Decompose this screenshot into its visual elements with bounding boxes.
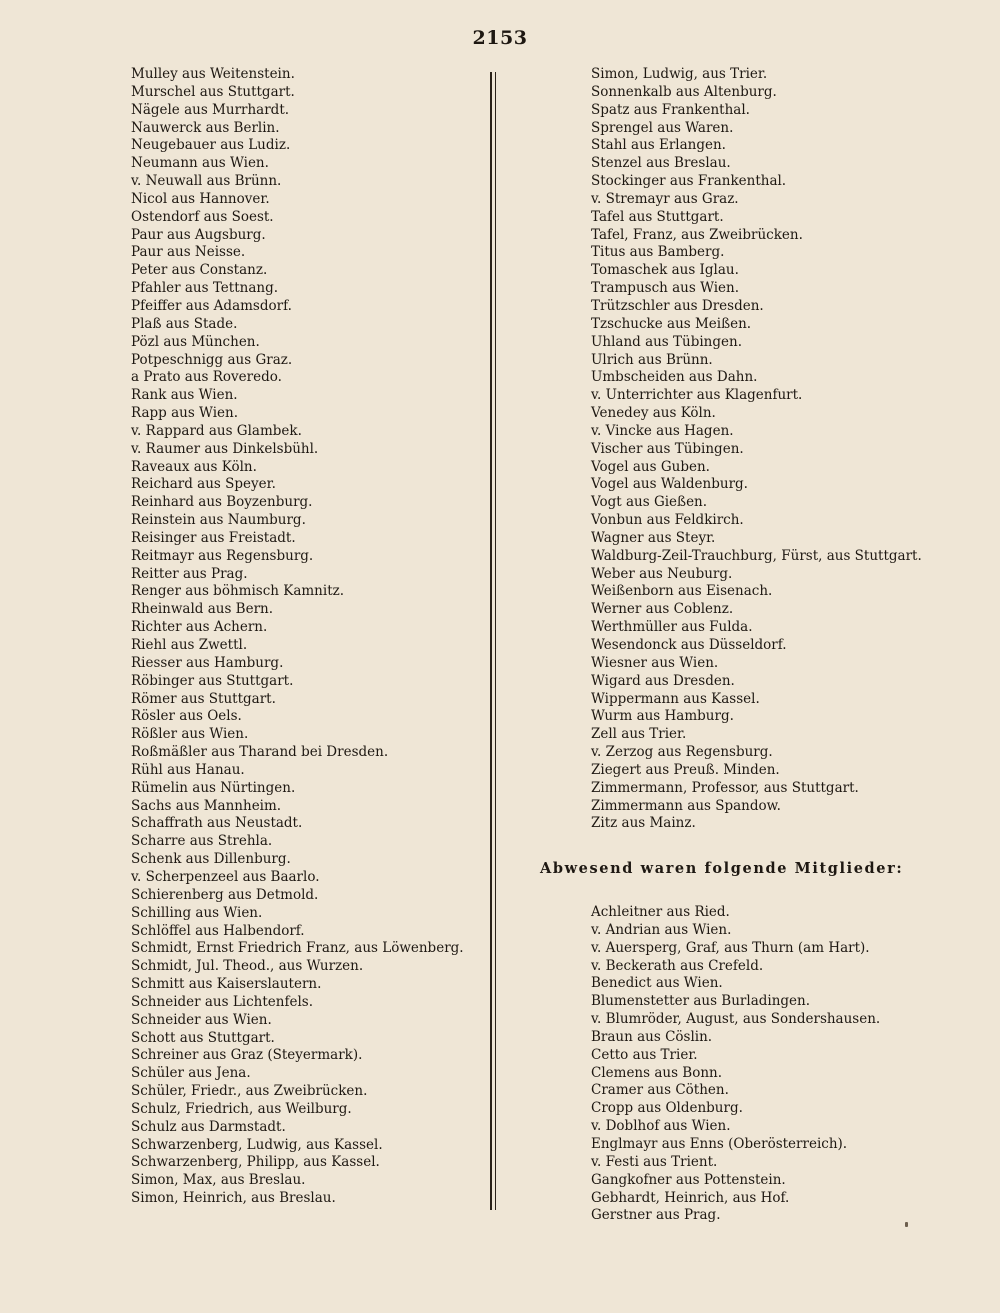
left-list-entry: Ostendorf aus Soest. <box>131 208 274 225</box>
left-list-entry: a Prato aus Roveredo. <box>131 369 282 386</box>
left-list-entry: Schwarzenberg, Ludwig, aus Kassel. <box>131 1136 383 1153</box>
left-list-entry: Neumann aus Wien. <box>131 155 269 172</box>
absent-list-entry: v. Andrian aus Wien. <box>591 921 732 938</box>
left-list-entry: Schüler, Friedr., aus Zweibrücken. <box>131 1083 368 1100</box>
left-list-entry: Pözl aus München. <box>131 333 260 350</box>
right-list-entry: v. Vincke aus Hagen. <box>591 422 734 439</box>
absent-list-entry: Gangkofner aus Pottenstein. <box>591 1171 786 1188</box>
right-list-entry: Waldburg-Zeil-Trauchburg, Fürst, aus Stuttgart. <box>591 547 922 564</box>
left-list-entry: v. Raumer aus Dinkelsbühl. <box>131 440 319 457</box>
left-list-entry: Rösler aus Oels. <box>131 708 242 725</box>
right-list-entry: Stenzel aus Breslau. <box>591 155 731 172</box>
left-list-entry: Sachs aus Mannheim. <box>131 797 282 814</box>
absent-members-heading: Abwesend waren folgende Mitglieder: <box>540 860 904 877</box>
column-divider <box>490 72 496 1210</box>
right-list-entry: Trampusch aus Wien. <box>591 280 740 297</box>
right-list-entry: Uhland aus Tübingen. <box>591 333 742 350</box>
absent-list-entry: Cetto aus Trier. <box>591 1046 698 1063</box>
left-list-entry: Peter aus Constanz. <box>131 262 268 279</box>
right-list-entry: v. Unterrichter aus Klagenfurt. <box>591 387 803 404</box>
right-list-entry: Stahl aus Erlangen. <box>591 137 726 154</box>
absent-list-entry: Clemens aus Bonn. <box>591 1064 723 1081</box>
right-list-entry: Zell aus Trier. <box>591 726 687 743</box>
right-list-entry: Wiesner aus Wien. <box>591 654 719 671</box>
left-list-entry: Reichard aus Speyer. <box>131 476 276 493</box>
right-list-entry: Stockinger aus Frankenthal. <box>591 173 787 190</box>
left-list-entry: v. Neuwall aus Brünn. <box>131 173 282 190</box>
left-list-entry: Schulz, Friedrich, aus Weilburg. <box>131 1100 352 1117</box>
left-list-entry: Reitmayr aus Regensburg. <box>131 547 314 564</box>
right-list-entry: Wesendonck aus Düsseldorf. <box>591 637 787 653</box>
right-list-entry: Tomaschek aus Iglau. <box>591 262 739 279</box>
right-list-entry: Tafel, Franz, aus Zweibrücken. <box>591 226 803 243</box>
left-list-entry: Schreiner aus Graz (Steyermark). <box>131 1047 363 1064</box>
right-list-entry: Tzschucke aus Meißen. <box>591 315 752 332</box>
left-list-entry: Schmitt aus Kaiserslautern. <box>131 976 322 993</box>
absent-list-entry: Benedict aus Wien. <box>591 975 723 992</box>
absent-list-entry: Achleitner aus Ried. <box>591 904 730 920</box>
right-list-entry: Wigard aus Dresden. <box>591 672 735 689</box>
left-list-entry: Schilling aus Wien. <box>131 904 263 921</box>
absent-list-entry: v. Auersperg, Graf, aus Thurn (am Hart). <box>591 939 870 956</box>
left-list-entry: Rühl aus Hanau. <box>131 761 245 778</box>
right-list-entry: Wurm aus Hamburg. <box>591 708 734 725</box>
left-list-entry: Paur aus Augsburg. <box>131 226 266 243</box>
left-list-entry: Schulz aus Darmstadt. <box>131 1118 286 1135</box>
left-list-entry: Schneider aus Wien. <box>131 1011 272 1028</box>
right-name-list <box>591 66 961 833</box>
right-list-entry: Wippermann aus Kassel. <box>591 690 760 707</box>
left-list-entry: Reinstein aus Naumburg. <box>131 512 306 529</box>
right-list-entry: Ziegert aus Preuß. Minden. <box>591 761 780 778</box>
left-list-entry: Schlöffel aus Halbendorf. <box>131 922 305 939</box>
absent-list-entry: v. Festi aus Trient. <box>591 1153 718 1170</box>
right-list-entry: Simon, Ludwig, aus Trier. <box>591 66 768 82</box>
right-list-entry: Tafel aus Stuttgart. <box>591 208 724 225</box>
left-list-entry: Nicol aus Hannover. <box>131 190 270 207</box>
page-number: 2153 <box>472 27 528 49</box>
left-list-entry: Rheinwald aus Bern. <box>131 601 274 618</box>
left-list-entry: Scharre aus Strehla. <box>131 833 273 850</box>
left-list-entry: Schüler aus Jena. <box>131 1065 251 1082</box>
right-list-entry: Titus aus Bamberg. <box>591 244 725 261</box>
right-list-entry: Sonnenkalb aus Altenburg. <box>591 83 777 100</box>
right-list-entry: Zimmermann aus Spandow. <box>591 797 781 814</box>
left-list-entry: Mulley aus Weitenstein. <box>131 66 295 82</box>
left-list-entry: Reitter aus Prag. <box>131 565 248 582</box>
left-list-entry: Rank aus Wien. <box>131 387 238 404</box>
left-list-entry: Simon, Max, aus Breslau. <box>131 1172 306 1189</box>
right-list-entry: Umbscheiden aus Dahn. <box>591 369 758 386</box>
right-list-entry: Weber aus Neuburg. <box>591 565 733 582</box>
right-list-entry: Sprengel aus Waren. <box>591 119 734 136</box>
left-list-entry: Renger aus böhmisch Kamnitz. <box>131 583 345 600</box>
right-list-entry: Wagner aus Steyr. <box>591 529 716 546</box>
right-list-entry: Ulrich aus Brünn. <box>591 351 713 368</box>
absent-list-entry: v. Beckerath aus Crefeld. <box>591 957 764 974</box>
left-list-entry: Schierenberg aus Detmold. <box>131 886 319 903</box>
left-list-entry: Pfeiffer aus Adamsdorf. <box>131 297 292 314</box>
left-list-entry: Reisinger aus Freistadt. <box>131 529 296 546</box>
right-list-entry: Vogel aus Waldenburg. <box>591 476 748 493</box>
left-list-entry: Potpeschnigg aus Graz. <box>131 351 293 368</box>
left-list-entry: Pfahler aus Tettnang. <box>131 280 279 297</box>
right-list-entry: Werthmüller aus Fulda. <box>591 619 753 636</box>
right-list-entry: v. Stremayr aus Graz. <box>591 190 739 207</box>
right-list-entry: Trützschler aus Dresden. <box>591 297 764 314</box>
left-list-entry: Plaß aus Stade. <box>131 315 238 332</box>
left-list-entry: Schmidt, Ernst Friedrich Franz, aus Löwenberg. <box>131 940 464 957</box>
left-list-entry: Rößler aus Wien. <box>131 726 249 743</box>
left-list-entry: Murschel aus Stuttgart. <box>131 83 295 100</box>
left-list-entry: Roßmäßler aus Tharand bei Dresden. <box>131 744 389 761</box>
left-list-entry: Schaffrath aus Neustadt. <box>131 815 303 832</box>
left-list-entry: Schmidt, Jul. Theod., aus Wurzen. <box>131 958 364 975</box>
right-list-entry: Vogt aus Gießen. <box>591 494 708 511</box>
right-list-entry: v. Zerzog aus Regensburg. <box>591 744 773 761</box>
right-list-entry: Weißenborn aus Eisenach. <box>591 583 773 600</box>
left-list-entry: Simon, Heinrich, aus Breslau. <box>131 1190 336 1207</box>
right-list-entry: Werner aus Coblenz. <box>591 601 734 618</box>
absent-list-entry: v. Blumröder, August, aus Sondershausen. <box>591 1011 881 1028</box>
left-list-entry: Schenk aus Dillenburg. <box>131 851 291 868</box>
right-list-entry: Vonbun aus Feldkirch. <box>591 512 744 529</box>
left-list-entry: Schneider aus Lichtenfels. <box>131 993 314 1010</box>
left-list-entry: Reinhard aus Boyzenburg. <box>131 494 313 511</box>
absent-list-entry: Blumenstetter aus Burladingen. <box>591 993 811 1010</box>
left-name-list <box>131 66 476 1208</box>
left-list-entry: Nauwerck aus Berlin. <box>131 119 280 136</box>
left-list-entry: Römer aus Stuttgart. <box>131 690 276 707</box>
right-list-entry: Venedey aus Köln. <box>591 405 716 422</box>
absent-list-entry: v. Doblhof aus Wien. <box>591 1118 731 1135</box>
left-list-entry: Rapp aus Wien. <box>131 405 238 422</box>
absent-list-entry: Gebhardt, Heinrich, aus Hof. <box>591 1189 790 1206</box>
left-list-entry: Riesser aus Hamburg. <box>131 654 284 671</box>
absent-list-entry: Englmayr aus Enns (Oberösterreich). <box>591 1135 848 1152</box>
right-list-entry: Vogel aus Guben. <box>591 458 710 475</box>
absent-list-entry: Cramer aus Cöthen. <box>591 1082 729 1099</box>
right-list-entry: Spatz aus Frankenthal. <box>591 101 750 118</box>
absent-list-entry: Gerstner aus Prag. <box>591 1207 721 1224</box>
left-list-entry: Rümelin aus Nürtingen. <box>131 779 296 796</box>
right-list-entry: Zitz aus Mainz. <box>591 815 696 832</box>
left-list-entry: Schwarzenberg, Philipp, aus Kassel. <box>131 1154 380 1171</box>
left-list-entry: Nägele aus Murrhardt. <box>131 101 290 118</box>
absent-list-entry: Braun aus Cöslin. <box>591 1028 713 1045</box>
left-list-entry: Schott aus Stuttgart. <box>131 1029 275 1046</box>
left-list-entry: v. Rappard aus Glambek. <box>131 422 302 439</box>
left-list-entry: Richter aus Achern. <box>131 619 268 636</box>
right-list-entry: Vischer aus Tübingen. <box>591 440 744 457</box>
right-list-entry: Zimmermann, Professor, aus Stuttgart. <box>591 779 859 796</box>
left-list-entry: Röbinger aus Stuttgart. <box>131 672 294 689</box>
left-list-entry: Neugebauer aus Ludiz. <box>131 137 291 154</box>
absent-members-list <box>591 904 961 1225</box>
left-list-entry: v. Scherpenzeel aus Baarlo. <box>131 868 320 885</box>
absent-list-entry: Cropp aus Oldenburg. <box>591 1100 743 1117</box>
left-list-entry: Riehl aus Zwettl. <box>131 637 248 653</box>
paper-speck <box>905 1222 908 1227</box>
left-list-entry: Raveaux aus Köln. <box>131 458 257 475</box>
left-list-entry: Paur aus Neisse. <box>131 244 246 261</box>
